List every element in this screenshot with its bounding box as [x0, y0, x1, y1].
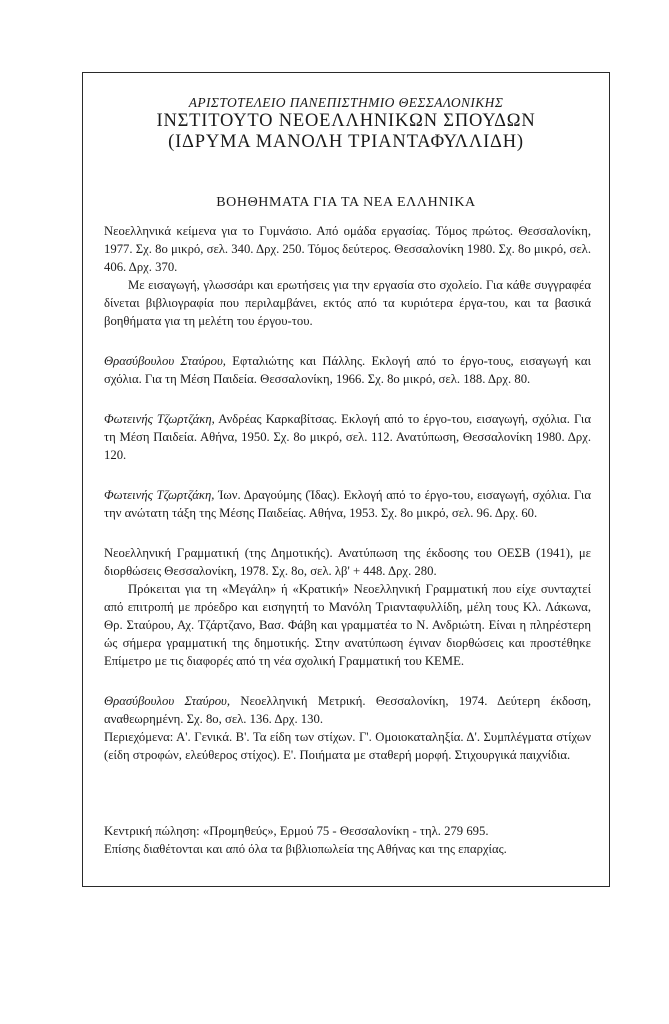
book-entry	[104, 352, 591, 388]
book-entry	[104, 410, 591, 464]
book-entry	[104, 222, 591, 330]
book-entry	[104, 486, 591, 522]
book-entry	[104, 692, 591, 764]
entry-note: Με εισαγωγή, γλωσσάρι και ερωτήσεις για την εργασία στο σχολείο. Για κάθε συγγραφέα δίνεται βιβλιογραφία που περιλαμβάνει, εκτός από τα κυριότερα έργα-του, και τα βασικά βοηθήματα για τη μελέτη του έργου-του.	[104, 278, 591, 328]
sales-address: Κεντρική πώληση: «Προμηθεύς», Ερμού 75 - Θεσσαλονίκη - τηλ. 279 695.	[104, 824, 489, 838]
foundation-name: (ΙΔΡΥΜΑ ΜΑΝΟΛΗ ΤΡΙΑΝΤΑΦΥΛΛΙΔΗ)	[168, 132, 524, 152]
entry-text: Νεοελληνικά κείμενα για το Γυμνάσιο. Από ομάδα εργασίας. Τόμος πρώτος. Θεσσαλονίκη, 1977. Σχ. 8ο μικρό, σελ. 340. Δρχ. 250. Τόμος δεύτερος. Θεσσαλονίκη 1980. Σχ. 8ο μικρό, σελ. 406. Δρχ. 370.	[104, 224, 591, 274]
entry-text: Εφταλιώτης και Πάλλης. Εκλογή από το έργο-τους, εισαγωγή και σχόλια. Για τη Μέση Παιδεία. Θεσσαλονίκη, 1966. Σχ. 8ο μικρό, σελ. 188. Δρχ. 80.	[104, 354, 591, 386]
publisher-header	[83, 95, 609, 153]
entry-note: Πρόκειται για τη «Μεγάλη» ή «Κρατική» Νεοελληνική Γραμματική που είχε συνταχτεί από επιτροπή με πρόεδρο και εισηγητή το Μανόλη Τριανταφυλλίδη, μέλη τους Κλ. Λάκωνα, Θρ. Σταύρου, Αχ. Τζάρτζανο, Βασ. Φάβη και γραμματέα το Ν. Ανδριώτη. Είναι η πληρέστερη ώς σήμερα γραμματική της δημοτικής. Στην ανατύπωση έγιναν διορθώσεις και προστέθηκε Επίμετρο με τις διαφορές από τη νέα σχολική Γραμματική του ΚΕΜΕ.	[104, 582, 591, 668]
university-name: ΑΡΙΣΤΟΤΕΛΕΙΟ ΠΑΝΕΠΙΣΤΗΜΙΟ ΘΕΣΣΑΛΟΝΙΚΗΣ	[188, 95, 504, 110]
sales-info	[104, 822, 591, 858]
entry-text: Νεοελληνική Μετρική. Θεσσαλονίκη, 1974. Δεύτερη έκδοση, αναθεωρημένη. Σχ. 8ο, σελ. 136. Δρχ. 130.	[104, 694, 591, 726]
section-title: ΒΟΗΘΗΜΑΤΑ ΓΙΑ ΤΑ ΝΕΑ ΕΛΛΗΝΙΚΑ	[216, 195, 476, 210]
entry-author: Φωτεινής Τζωρτζάκη,	[104, 488, 215, 502]
entry-author: Θρασύβουλου Σταύρου,	[104, 354, 226, 368]
book-entry	[104, 544, 591, 670]
institute-name: ΙΝΣΤΙΤΟΥΤΟ ΝΕΟΕΛΛΗΝΙΚΩΝ ΣΠΟΥΔΩΝ	[156, 111, 536, 131]
entry-author: Φωτεινής Τζωρτζάκη,	[104, 412, 215, 426]
entry-contents: Περιεχόμενα: Α'. Γενικά. Β'. Τα είδη των στίχων. Γ'. Ομοιοκαταληξία. Δ'. Συμπλέγματα στίχων (είδη στροφών, ελεύθερος στίχος). Ε'. Ποιήματα με σταθερή μορφή. Στιχουργικά παιχνίδια.	[104, 730, 591, 762]
page-frame	[82, 72, 610, 887]
entry-text: Ίων. Δραγούμης (Ίδας). Εκλογή από το έργο-του, εισαγωγή, σχόλια. Για την ανώτατη τάξη της Μέσης Παιδείας. Αθήνα, 1953. Σχ. 8ο μικρό, σελ. 96. Δρχ. 60.	[104, 488, 591, 520]
entry-text: Νεοελληνική Γραμματική (της Δημοτικής). Ανατύπωση της έκδοσης του ΟΕΣΒ (1941), με διορθώσεις Θεσσαλονίκη, 1978. Σχ. 8ο, σελ. λβ' + 448. Δρχ. 280.	[104, 546, 591, 578]
book-list	[104, 222, 591, 786]
entry-text: Ανδρέας Καρκαβίτσας. Εκλογή από το έργο-του, εισαγωγή, σχόλια. Για τη Μέση Παιδεία. Αθήνα, 1950. Σχ. 8ο μικρό, σελ. 112. Ανατύπωση, Θεσσαλονίκη 1980. Δρχ. 120.	[104, 412, 591, 462]
entry-author: Θρασύβουλου Σταύρου,	[104, 694, 231, 708]
sales-availability: Επίσης διαθέτονται και από όλα τα βιβλιοπωλεία της Αθήνας και της επαρχίας.	[104, 842, 507, 856]
